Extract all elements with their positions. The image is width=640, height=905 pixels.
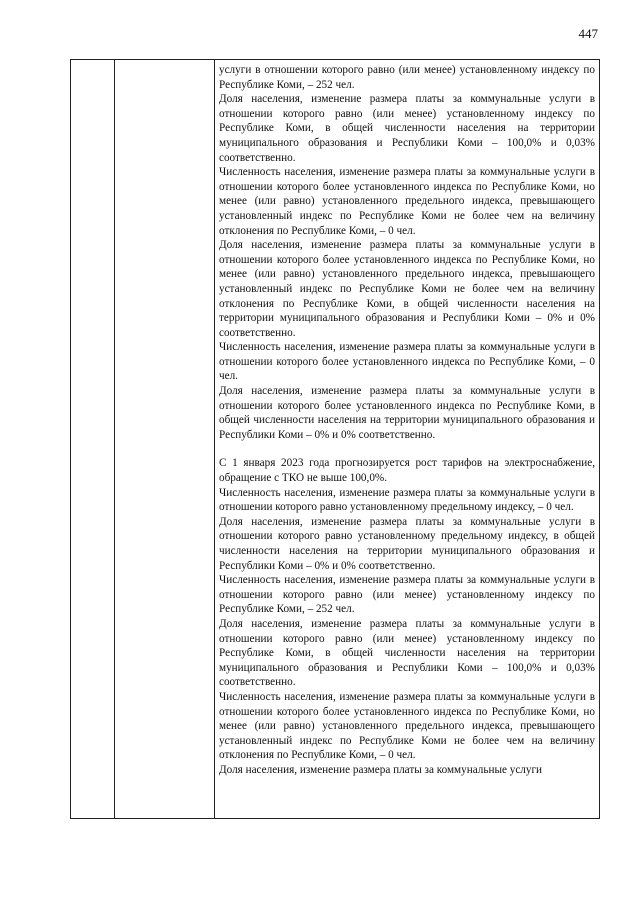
page-number: 447: [578, 26, 598, 41]
paragraph: Доля населения, изменение размера платы за коммунальные услуги в отношении которого равно (или менее) установленному индексу по Республике Коми, в общей численности населения на территории муниципального образования и Республики Коми – 100,0% и 0,03% соответственно.: [219, 617, 595, 689]
table-column-name: [115, 60, 215, 818]
content-table: [70, 59, 600, 819]
paragraph: услуги в отношении которого равно (или менее) установленному индексу по Республике Коми, – 252 чел.: [219, 64, 595, 91]
paragraph: Численность населения, изменение размера платы за коммунальные услуги в отношении которого равно установленному предельному индексу, – 0 чел.: [219, 486, 595, 514]
paragraph: Численность населения, изменение размера платы за коммунальные услуги в отношении которого более установленного индекса по Республике Коми, – 0 чел.: [219, 341, 595, 383]
table-column-content: [219, 63, 595, 778]
table-column-index: [71, 60, 115, 818]
paragraph: Доля населения, изменение размера платы за коммунальные услуги в отношении которого более установленного индекса по Республике Коми, но менее (или равно) установленного предельного индекса, превышающего установленный индекс по Республике Коми не более чем на величину отклонения по Республике Коми, в общей численности населения на территории муниципального образования и Республики Коми – 0% и 0% соответственно.: [219, 239, 595, 339]
paragraph: Численность населения, изменение размера платы за коммунальные услуги в отношении которого равно (или менее) установленному индексу по Республике Коми, – 252 чел.: [219, 574, 595, 616]
paragraph: Численность населения, изменение размера платы за коммунальные услуги в отношении которого более установленного индекса по Республике Коми, но менее (или равно) установленного предельного индекса, превышающего установленный индекс по Республике Коми не более чем на величину отклонения по Республике Коми, – 0 чел.: [219, 166, 595, 237]
paragraph: Доля населения, изменение размера платы за коммунальные услуги в отношении которого равно установленному предельному индексу, в общей численности населения на территории муниципального образования и Республики Коми – 0% и 0% соответственно.: [219, 515, 595, 572]
paragraph-gap: [219, 442, 595, 456]
paragraph: Доля населения, изменение размера платы за коммунальные услуги в отношении которого равно (или менее) установленному индексу по Республике Коми, в общей численности населения на территории муниципального образования и Республики Коми – 100,0% и 0,03% соответственно.: [219, 93, 595, 164]
paragraph: Численность населения, изменение размера платы за коммунальные услуги в отношении которого более установленного индекса по Республике Коми, но менее (или равно) установленного предельного индекса, превышающего установленный индекс по Республике Коми не более чем на величину отклонения по Республике Коми, – 0 чел.: [219, 690, 595, 762]
paragraph: С 1 января 2023 года прогнозируется рост тарифов на электроснабжение, обращение с ТКО не выше 100,0%.: [219, 457, 595, 485]
paragraph: Доля населения, изменение размера платы за коммунальные услуги в отношении которого более установленного индекса по Республике Коми, в общей численности населения на территории муниципального образования и Республики Коми – 0% и 0% соответственно.: [219, 385, 595, 441]
paragraph: Доля населения, изменение размера платы за коммунальные услуги: [219, 763, 543, 776]
